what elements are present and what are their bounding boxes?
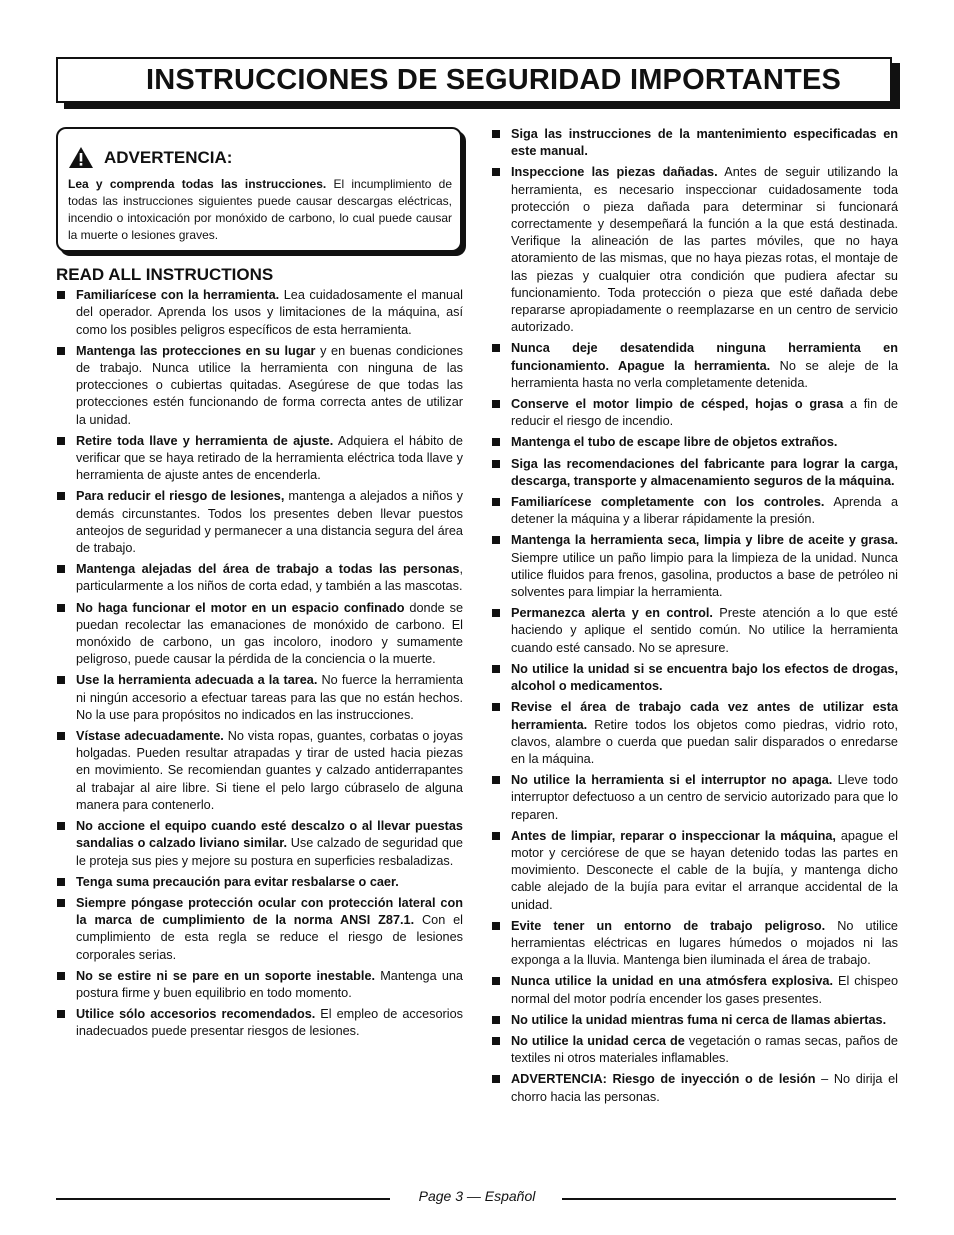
instruction-item bbox=[491, 532, 898, 601]
instruction-bold: Mantenga las protecciones en su lugar bbox=[76, 343, 316, 358]
instruction-text: Con el cumplimiento de esta regla se reduce el riesgo de lesiones corporales serias. bbox=[76, 913, 463, 962]
instruction-item bbox=[491, 828, 898, 914]
instruction-bold: Permanezca alerta y en control. bbox=[511, 606, 713, 621]
instruction-bold: No se estire ni se pare en un soporte inestable. bbox=[76, 968, 376, 983]
instruction-text: apague el motor y cerciórese de que se hayan detenido todas las partes en movimiento. Desconecte el cable de la bujía, y mantenga dicho cable alejado de la bujía para evitar el arranque accidental de la unidad. bbox=[511, 828, 899, 912]
left-instruction-list bbox=[56, 287, 463, 1040]
instruction-item bbox=[491, 1033, 898, 1067]
instruction-bold: Mantenga el tubo de escape libre de objetos extraños. bbox=[511, 435, 838, 450]
instruction-text: Adquiera el hábito de verificar que se haya retirado de la herramienta eléctrica toda llave y herramienta de ajuste antes de encenderla. bbox=[76, 433, 463, 483]
instruction-text: Lleve todo interruptor defectuoso a un centro de servicio autorizado para que lo reparen. bbox=[511, 773, 899, 822]
instruction-bold: Para reducir el riesgo de lesiones, bbox=[76, 489, 285, 504]
instruction-bold: Inspeccione las piezas dañadas. bbox=[511, 165, 718, 180]
instruction-bold: Evite tener un entorno de trabajo peligroso. bbox=[511, 918, 826, 933]
instruction-text: No se aleje de la herramienta hasta no verla completamente detenida. bbox=[511, 358, 898, 390]
instruction-bold: Retire toda llave y herramienta de ajuste. bbox=[76, 433, 334, 448]
instruction-item bbox=[491, 661, 898, 695]
instruction-bold: Antes de limpiar, reparar o inspeccionar la máquina, bbox=[511, 828, 836, 843]
instruction-bold: No accione el equipo cuando esté descalzo o al llevar puestas sandalias o calzado liviano similar. bbox=[76, 819, 463, 851]
instruction-item bbox=[491, 340, 898, 392]
right-instruction-list bbox=[491, 126, 898, 1106]
instruction-item bbox=[56, 600, 463, 669]
instruction-item bbox=[56, 672, 463, 724]
instruction-text: Use calzado de seguridad que le proteja sus pies y mejore su postura en superficies resbaladizas. bbox=[76, 836, 463, 868]
instruction-text: Mantenga una postura firme y buen equilibrio en todo momento. bbox=[76, 968, 463, 1000]
warning-header bbox=[68, 146, 232, 169]
instruction-bold: Siga las recomendaciones del fabricante para lograr la carga, descarga, transporte y almacenamiento seguros de la máquina. bbox=[511, 456, 898, 488]
instruction-text: Retire todos los objetos como piedras, vidrio roto, clavos, alambre o cuerda que puedan salir disparados o enredarse en la máquina. bbox=[511, 717, 898, 766]
instruction-item bbox=[56, 728, 463, 814]
instruction-item bbox=[56, 895, 463, 964]
instruction-text: mantenga a alejados a niños y demás circunstantes. Todos los presentes deben llevar puestos anteojos de seguridad y permanecer a una distancia segura del área de trabajo. bbox=[76, 489, 463, 556]
instruction-bold: Conserve el motor limpio de césped, hojas o grasa bbox=[511, 397, 844, 412]
instruction-item bbox=[491, 164, 898, 336]
right-column bbox=[491, 126, 898, 1110]
instruction-bold: Mantenga la herramienta seca, limpia y libre de aceite y grasa. bbox=[511, 533, 898, 548]
instruction-bold: Revise el área de trabajo cada vez antes de utilizar esta herramienta. bbox=[511, 700, 898, 732]
warning-body: El incumplimiento de todas las instrucciones siguientes puede causar descargas eléctricas, incendio o intoxicación por monóxido de carbono, lo cual puede causar la muerte o lesiones graves. bbox=[68, 177, 452, 242]
instruction-bold: No utilice la unidad mientras fuma ni cerca de llamas abiertas. bbox=[511, 1012, 887, 1027]
page-title: INSTRUCCIONES DE SEGURIDAD IMPORTANTES bbox=[146, 63, 842, 96]
instruction-item bbox=[491, 918, 898, 970]
instruction-bold: No utilice la herramienta si el interruptor no apaga. bbox=[511, 773, 833, 788]
instruction-bold: Siempre póngase protección ocular con protección lateral con la marca de cumplimiento de la norma ANSI Z87.1. bbox=[76, 895, 463, 928]
instruction-text: – No dirija el chorro hacia las personas. bbox=[511, 1072, 898, 1104]
instruction-bold: Familiarícese con la herramienta. bbox=[76, 288, 280, 303]
instruction-bold: Tenga suma precaución para evitar resbalarse o caer. bbox=[76, 874, 399, 889]
section-heading: READ ALL INSTRUCTIONS bbox=[56, 265, 274, 284]
instruction-item bbox=[491, 699, 898, 768]
warning-bold: Lea y comprenda todas las instrucciones. bbox=[68, 177, 327, 191]
instruction-bold: Mantenga alejadas del área de trabajo a todas las personas bbox=[76, 562, 460, 577]
instruction-text: y en buenas condiciones de trabajo. Nunca utilice la herramienta con ninguna de las protecciones o cubiertas quitadas. Asegúrese de que todas las protecciones estén funcionando de forma correcta antes de utilizar la unidad. bbox=[76, 343, 463, 427]
instruction-text: Antes de seguir utilizando la herramienta, es necesario inspeccionar cuidadosamente toda protección o pieza dañada para determinar si funcionará correctamente y desempeñará la función a la que está destinada. Verifique la alineación de las partes móviles, que no haya atoramiento de las mismas, que no haya piezas rotas, el montaje de las piezas y cualquier otra condición que pudiera afectar su funcionamiento. Toda protección o pieza que esté dañada debe repararse apropiadamente o reemplazarse en un centro de servicio autorizado. bbox=[511, 165, 898, 335]
instruction-item bbox=[56, 488, 463, 557]
instruction-item bbox=[56, 874, 463, 891]
instruction-bold: Vístase adecuadamente. bbox=[76, 729, 224, 744]
instruction-bold: Utilice sólo accesorios recomendados. bbox=[76, 1007, 316, 1022]
instruction-text: Aprenda a detener la máquina y a liberar rápidamente la presión. bbox=[511, 495, 899, 527]
instruction-text: El chispeo normal del motor podría encender los gases presentes. bbox=[511, 974, 899, 1006]
instruction-item bbox=[56, 343, 463, 429]
footer-page-label: Page 3 — Español bbox=[418, 1188, 536, 1204]
instruction-bold: No utilice la unidad cerca de bbox=[511, 1033, 685, 1048]
instruction-text: , particularmente a los niños de corta edad, y también a las mascotas. bbox=[76, 562, 463, 594]
instruction-bold: Nunca deje desatendida ninguna herramienta en funcionamiento. Apague la herramienta. bbox=[511, 341, 898, 373]
instruction-bold: Familiarícese completamente con los controles. bbox=[511, 495, 825, 510]
instruction-item bbox=[56, 818, 463, 870]
warning-text bbox=[68, 176, 452, 244]
instruction-bold: Nunca utilice la unidad en una atmósfera explosiva. bbox=[511, 974, 833, 989]
instruction-text: El empleo de accesorios inadecuados puede presentar riesgos de lesiones. bbox=[76, 1007, 463, 1039]
instruction-text: Preste atención a lo que esté haciendo y aplique el sentido común. No utilice la herramienta cuando esté cansado. No se apresure. bbox=[511, 606, 898, 655]
instruction-text: No vista ropas, guantes, corbatas o joyas holgadas. Pueden resultar atrapadas y tirar de usted hacia piezas en movimiento. Se recomiendan guantes y calzado antiderrapantes al trabajar al aire libre. Si tiene el pelo largo cúbraselo de alguna manera para contenerlo. bbox=[76, 729, 463, 812]
instruction-text: No fuerce la herramienta ni ningún accesorio a efectuar tareas para las que no están hechos. No la use para propósitos no indicados en las instrucciones. bbox=[76, 673, 463, 722]
instruction-item bbox=[491, 973, 898, 1007]
instruction-text: Siempre utilice un paño limpio para la limpieza de la unidad. Nunca utilice fluidos para frenos, gasolina, productos a base de petróleo ni solventes para limpiar la herramienta. bbox=[511, 550, 898, 600]
instruction-text: donde se puedan recolectar las emanaciones de monóxido de carbono. El monóxido de carbono, un gas incoloro, inodoro y sumamente peligroso, puede causar la pérdida de la conciencia o la muerte. bbox=[76, 600, 464, 667]
footer-rule-left bbox=[56, 1198, 390, 1200]
instruction-item bbox=[491, 1071, 898, 1105]
instruction-bold: ADVERTENCIA: Riesgo de inyección o de lesión bbox=[511, 1072, 816, 1087]
footer-rule-right bbox=[562, 1198, 896, 1200]
instruction-item bbox=[491, 456, 898, 490]
warning-box bbox=[56, 127, 462, 252]
instruction-item bbox=[491, 126, 898, 160]
warning-heading: ADVERTENCIA: bbox=[104, 147, 233, 167]
left-column bbox=[56, 266, 463, 1045]
instruction-text: a fin de reducir el riesgo de incendio. bbox=[511, 397, 898, 429]
warning-triangle-icon bbox=[68, 146, 94, 169]
instruction-item bbox=[491, 605, 898, 657]
page-title-box bbox=[56, 57, 892, 103]
instruction-item bbox=[56, 287, 463, 339]
instruction-bold: No haga funcionar el motor en un espacio confinado bbox=[76, 600, 405, 615]
instruction-item bbox=[56, 1006, 463, 1040]
instruction-item bbox=[491, 434, 898, 451]
instruction-bold: Siga las instrucciones de la mantenimiento especificadas en este manual. bbox=[511, 127, 898, 159]
instruction-item bbox=[491, 772, 898, 824]
instruction-text: vegetación o ramas secas, paños de textiles ni otros materiales inflamables. bbox=[511, 1033, 898, 1066]
instruction-bold: No utilice la unidad si se encuentra bajo los efectos de drogas, alcohol o medicamentos. bbox=[511, 661, 898, 694]
instruction-item bbox=[491, 1012, 898, 1029]
instruction-text: No utilice herramientas eléctricas en lugares húmedos o mojados ni las exponga a la lluvia. Mantenga bien iluminada el área de trabajo. bbox=[511, 918, 898, 968]
instruction-item bbox=[56, 561, 463, 595]
instruction-item bbox=[56, 968, 463, 1002]
instruction-text: Lea cuidadosamente el manual del operador. Aprenda los usos y limitaciones de la máquina, así como los posibles peligros específicos de esta herramienta. bbox=[76, 288, 463, 337]
instruction-item bbox=[491, 396, 898, 430]
instruction-item bbox=[491, 494, 898, 528]
instruction-item bbox=[56, 433, 463, 485]
instruction-bold: Use la herramienta adecuada a la tarea. bbox=[76, 673, 318, 688]
